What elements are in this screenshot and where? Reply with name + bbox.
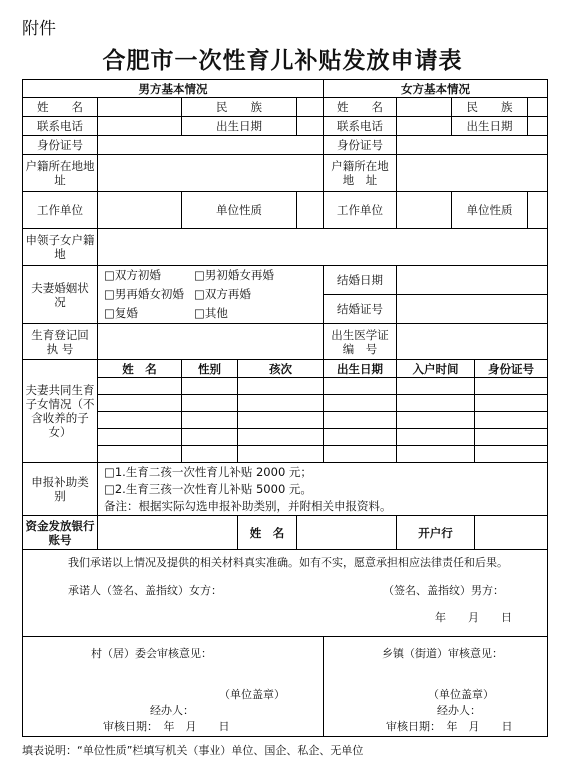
male-birthdate-field[interactable] bbox=[297, 117, 324, 136]
section-header-row bbox=[23, 80, 548, 98]
promise-date[interactable]: 年 月 日 bbox=[435, 611, 512, 624]
female-birthdate-label: 出生日期 bbox=[452, 117, 528, 136]
attachment-label: 附件 bbox=[22, 19, 56, 39]
town-review-cell bbox=[324, 637, 548, 737]
child-birthdate-header: 出生日期 bbox=[324, 360, 397, 378]
child-order-header: 孩次 bbox=[238, 360, 324, 378]
female-name-label: 姓 名 bbox=[324, 98, 397, 117]
child-gender-cell[interactable] bbox=[182, 412, 238, 429]
child-name-cell[interactable] bbox=[98, 395, 182, 412]
town-handler[interactable]: 经办人： bbox=[437, 704, 482, 717]
marital-option[interactable]: □其他 bbox=[194, 306, 228, 320]
child-gender-cell[interactable] bbox=[182, 395, 238, 412]
male-unit-type-label: 单位性质 bbox=[182, 192, 297, 229]
town-review-date[interactable]: 审核日期： 年 月 日 bbox=[386, 720, 513, 733]
child-gender-cell[interactable] bbox=[182, 378, 238, 395]
child-order-cell[interactable] bbox=[238, 378, 324, 395]
id-row bbox=[23, 136, 548, 155]
marital-row-1 bbox=[23, 266, 548, 295]
child-order-cell[interactable] bbox=[238, 412, 324, 429]
female-phone-field[interactable] bbox=[397, 117, 452, 136]
child-household-label: 申领子女户籍地 bbox=[23, 229, 98, 266]
child-household-row bbox=[23, 229, 548, 266]
male-name-field[interactable] bbox=[98, 98, 182, 117]
child-name-cell[interactable] bbox=[98, 429, 182, 446]
village-review-date[interactable]: 审核日期： 年 月 日 bbox=[103, 720, 230, 733]
marriage-cert-field[interactable] bbox=[397, 295, 548, 324]
subsidy-option-5000[interactable]: □2.生育三孩一次性育儿补贴 5000 元。 bbox=[104, 481, 312, 496]
subsidy-option-2000[interactable]: □1.生育二孩一次性育儿补贴 2000 元； bbox=[104, 464, 312, 479]
promise-row bbox=[23, 550, 548, 637]
male-phone-field[interactable] bbox=[98, 117, 182, 136]
female-phone-label: 联系电话 bbox=[324, 117, 397, 136]
child-name-cell[interactable] bbox=[98, 412, 182, 429]
children-info-label: 夫妻共同生育子女情况（不含收养的子女） bbox=[23, 360, 98, 463]
child-row bbox=[23, 378, 548, 395]
child-gender-cell[interactable] bbox=[182, 446, 238, 463]
child-registration-cell[interactable] bbox=[397, 378, 475, 395]
female-household-field[interactable] bbox=[397, 155, 548, 192]
male-unit-type-field[interactable] bbox=[297, 192, 324, 229]
marital-options bbox=[98, 266, 324, 324]
female-name-field[interactable] bbox=[397, 98, 452, 117]
child-id-cell[interactable] bbox=[475, 412, 548, 429]
subsidy-remark: 备注：根据实际勾选申报补助类别，并附相关申报资料。 bbox=[104, 498, 392, 513]
male-household-label: 户籍所在地地 址 bbox=[23, 155, 98, 192]
male-ethnicity-label: 民 族 bbox=[182, 98, 297, 117]
form-title: 合肥市一次性育儿补贴发放申请表 bbox=[102, 48, 463, 74]
female-id-field[interactable] bbox=[397, 136, 548, 155]
child-gender-header: 性别 bbox=[182, 360, 238, 378]
female-household-label: 户籍所在地地 址 bbox=[324, 155, 397, 192]
female-section-header: 女方基本情况 bbox=[324, 80, 548, 98]
birth-receipt-label: 生育登记回 执 号 bbox=[23, 324, 98, 360]
marital-status-label: 夫妻婚姻状 况 bbox=[23, 266, 98, 324]
subsidy-options bbox=[98, 463, 548, 516]
birth-cert-field[interactable] bbox=[397, 324, 548, 360]
phone-row bbox=[23, 117, 548, 136]
child-name-cell[interactable] bbox=[98, 446, 182, 463]
footnote: 填表说明：“单位性质”栏填写机关（事业）单位、国企、私企、无单位 bbox=[22, 744, 364, 757]
work-row bbox=[23, 192, 548, 229]
village-review-label: 村（居）委会审核意见： bbox=[91, 647, 212, 660]
subsidy-type-label: 申报补助类 别 bbox=[23, 463, 98, 516]
male-phone-label: 联系电话 bbox=[23, 117, 98, 136]
male-section-header: 男方基本情况 bbox=[23, 80, 324, 98]
bank-branch-field[interactable] bbox=[475, 516, 548, 550]
birth-receipt-row bbox=[23, 324, 548, 360]
female-signature[interactable]: 承诺人（签名、盖指纹）女方： bbox=[68, 584, 222, 597]
child-row bbox=[23, 429, 548, 446]
marital-option[interactable]: □双方初婚 bbox=[104, 268, 161, 282]
child-id-cell[interactable] bbox=[475, 395, 548, 412]
child-name-cell[interactable] bbox=[98, 378, 182, 395]
male-birthdate-label: 出生日期 bbox=[182, 117, 297, 136]
village-handler[interactable]: 经办人： bbox=[150, 704, 194, 717]
marriage-date-field[interactable] bbox=[397, 266, 548, 295]
male-work-field[interactable] bbox=[98, 192, 182, 229]
birth-cert-label: 出生医学证编 号 bbox=[324, 324, 397, 360]
child-order-cell[interactable] bbox=[238, 395, 324, 412]
child-birthdate-cell[interactable] bbox=[324, 446, 397, 463]
town-seal: （单位盖章） bbox=[428, 688, 495, 701]
application-form-table bbox=[22, 79, 548, 737]
female-unit-type-label: 单位性质 bbox=[452, 192, 528, 229]
marital-option[interactable]: □复婚 bbox=[104, 306, 138, 320]
promise-statement: 我们承诺以上情况及提供的相关材料真实准确。如有不实，愿意承担相应法律责任和后果。 bbox=[68, 556, 508, 569]
male-id-field[interactable] bbox=[98, 136, 324, 155]
marriage-date-label: 结婚日期 bbox=[324, 266, 397, 295]
promise-cell bbox=[23, 550, 548, 637]
male-name-label: 姓 名 bbox=[23, 98, 98, 117]
village-seal: （单位盖章） bbox=[219, 688, 285, 701]
child-order-cell[interactable] bbox=[238, 429, 324, 446]
name-row bbox=[23, 98, 548, 117]
child-id-cell[interactable] bbox=[475, 378, 548, 395]
female-ethnicity-field[interactable] bbox=[528, 98, 548, 117]
child-birthdate-cell[interactable] bbox=[324, 395, 397, 412]
male-household-field[interactable] bbox=[98, 155, 324, 192]
female-ethnicity-label: 民 族 bbox=[452, 98, 528, 117]
male-id-label: 身份证号 bbox=[23, 136, 98, 155]
child-id-cell[interactable] bbox=[475, 429, 548, 446]
marital-option[interactable]: □男再婚女初婚 bbox=[104, 287, 184, 301]
child-gender-cell[interactable] bbox=[182, 429, 238, 446]
male-ethnicity-field[interactable] bbox=[297, 98, 324, 117]
bank-holder-label: 姓 名 bbox=[238, 516, 297, 550]
child-birthdate-cell[interactable] bbox=[324, 378, 397, 395]
female-birthdate-field[interactable] bbox=[528, 117, 548, 136]
town-review-label: 乡镇（街道）审核意见： bbox=[382, 647, 504, 660]
bank-holder-field[interactable] bbox=[297, 516, 397, 550]
child-id-cell[interactable] bbox=[475, 446, 548, 463]
female-work-label: 工作单位 bbox=[324, 192, 397, 229]
bank-branch-label: 开户行 bbox=[397, 516, 475, 550]
child-birthdate-cell[interactable] bbox=[324, 412, 397, 429]
bank-account-field[interactable] bbox=[98, 516, 238, 550]
marital-option[interactable]: □双方再婚 bbox=[194, 287, 251, 301]
household-row bbox=[23, 155, 548, 192]
child-row bbox=[23, 395, 548, 412]
child-household-field[interactable] bbox=[98, 229, 548, 266]
child-order-cell[interactable] bbox=[238, 446, 324, 463]
female-id-label: 身份证号 bbox=[324, 136, 397, 155]
child-registration-cell[interactable] bbox=[397, 446, 475, 463]
male-work-label: 工作单位 bbox=[23, 192, 98, 229]
children-header-row bbox=[23, 360, 548, 378]
bank-account-label: 资金发放银行账号 bbox=[23, 516, 98, 550]
child-row bbox=[23, 446, 548, 463]
female-work-field[interactable] bbox=[397, 192, 452, 229]
child-registration-cell[interactable] bbox=[397, 429, 475, 446]
child-registration-cell[interactable] bbox=[397, 412, 475, 429]
village-review-cell bbox=[23, 637, 324, 737]
female-unit-type-field[interactable] bbox=[528, 192, 548, 229]
child-registration-cell[interactable] bbox=[397, 395, 475, 412]
marriage-cert-label: 结婚证号 bbox=[324, 295, 397, 324]
child-name-header: 姓 名 bbox=[98, 360, 182, 378]
child-birthdate-cell[interactable] bbox=[324, 429, 397, 446]
child-registration-header: 入户时间 bbox=[397, 360, 475, 378]
child-row bbox=[23, 412, 548, 429]
bank-row bbox=[23, 516, 548, 550]
child-id-header: 身份证号 bbox=[475, 360, 548, 378]
male-signature[interactable]: （签名、盖指纹）男方： bbox=[383, 584, 504, 597]
subsidy-row bbox=[23, 463, 548, 516]
review-row bbox=[23, 637, 548, 737]
birth-receipt-field[interactable] bbox=[98, 324, 324, 360]
marital-option[interactable]: □男初婚女再婚 bbox=[194, 268, 274, 282]
